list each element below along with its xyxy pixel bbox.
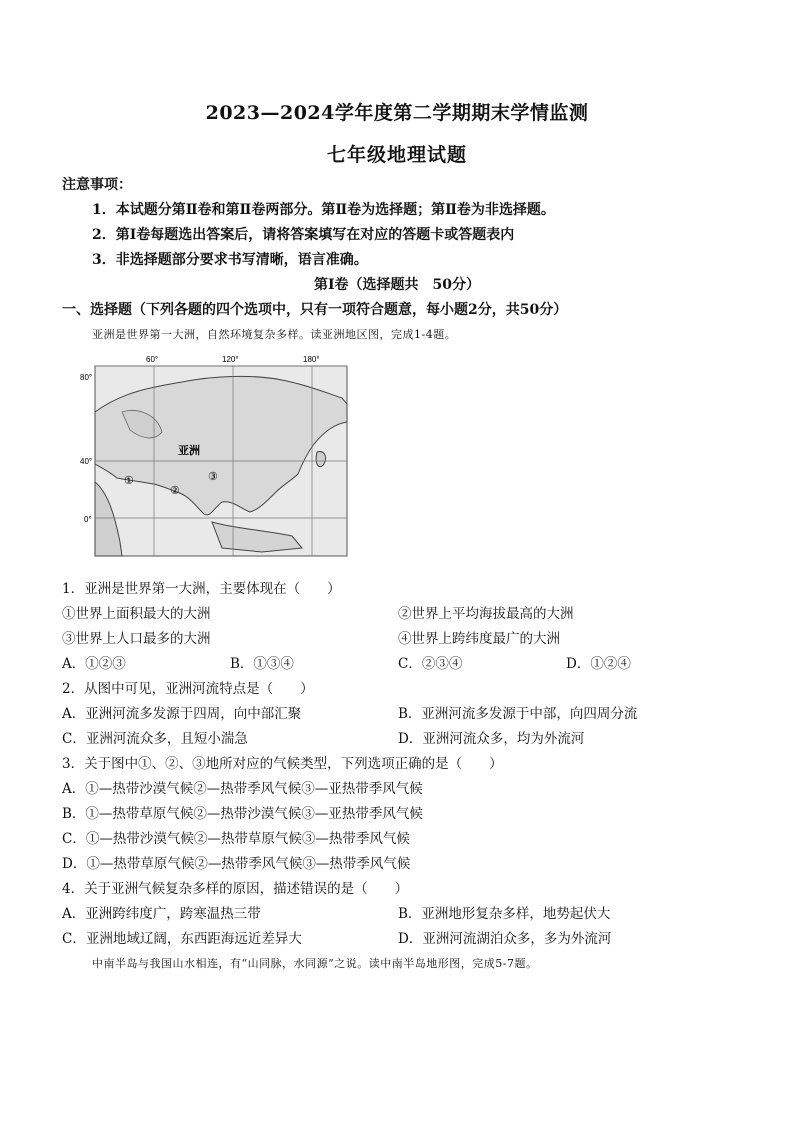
point-label: ①	[124, 474, 134, 487]
lat-label: 40°	[80, 457, 93, 466]
section-title: 第Ⅰ卷（选择题共 50分）	[313, 277, 481, 293]
option-b[interactable]: B．亚洲河流多发源于中部，向四周分流	[398, 706, 638, 722]
question-stem: 1．亚洲是世界第一大洲，主要体现在（ ）	[62, 581, 341, 597]
option-d[interactable]: D．亚洲河流众多，均为外流河	[398, 731, 585, 747]
question-stem: 2．从图中可见，亚洲河流特点是（ ）	[62, 681, 314, 697]
lat-label: 0°	[84, 515, 92, 524]
part-heading: 一、选择题（下列各题的四个选项中，只有一项符合题意，每小题2分，共50分）	[62, 302, 568, 318]
notes-heading: 注意事项：	[62, 177, 132, 193]
option-a[interactable]: A．①②③	[62, 656, 126, 672]
question-stem: 3．关于图中①、②、③地所对应的气候类型，下列选项正确的是（ ）	[62, 756, 503, 772]
point-label: ②	[170, 484, 180, 497]
exam-title: 2023—2024学年度第二学期期末学情监测	[205, 102, 589, 124]
option-d[interactable]: D．①②④	[566, 656, 631, 672]
statement: ①世界上面积最大的大洲	[62, 606, 211, 622]
statement: ④世界上跨纬度最广的大洲	[398, 631, 560, 647]
note-item: 2．第Ⅰ卷每题选出答案后，请将答案填写在对应的答题卡或答题表内	[92, 227, 515, 243]
option-b[interactable]: B．①—热带草原气候②—热带沙漠气候③—亚热带季风气候	[62, 806, 423, 822]
asia-map	[62, 352, 352, 560]
lon-label: 60°	[146, 355, 159, 364]
option-a[interactable]: A．亚洲跨纬度广，跨寒温热三带	[62, 906, 261, 922]
statement: ②世界上平均海拔最高的大洲	[398, 606, 574, 622]
region-label: 亚洲	[178, 444, 200, 457]
question-intro: 中南半岛与我国山水相连，有“山同脉，水同源”之说。读中南半岛地形图，完成5-7题。	[92, 957, 538, 970]
point-label: ③	[208, 470, 218, 483]
option-c[interactable]: C．②③④	[398, 656, 463, 672]
option-d[interactable]: D．亚洲河流湖泊众多，多为外流河	[398, 931, 612, 947]
question-stem: 4．关于亚洲气候复杂多样的原因，描述错误的是（ ）	[62, 881, 409, 897]
option-a[interactable]: A．①—热带沙漠气候②—热带季风气候③—亚热带季风气候	[62, 781, 423, 797]
exam-subtitle: 七年级地理试题	[326, 144, 467, 166]
option-c[interactable]: C．亚洲河流众多，且短小湍急	[62, 731, 248, 747]
question-intro: 亚洲是世界第一大洲，自然环境复杂多样。读亚洲地区图，完成1-4题。	[92, 328, 457, 341]
option-d[interactable]: D．①—热带草原气候②—热带季风气候③—热带季风气候	[62, 856, 411, 872]
option-a[interactable]: A．亚洲河流多发源于四周，向中部汇聚	[62, 706, 302, 722]
lat-label: 80°	[80, 373, 93, 382]
statement: ③世界上人口最多的大洲	[62, 631, 211, 647]
lon-label: 180°	[303, 355, 320, 364]
option-b[interactable]: B．①③④	[230, 656, 294, 672]
lon-label: 120°	[222, 355, 239, 364]
note-item: 3．非选择题部分要求书写清晰，语言准确。	[92, 252, 368, 268]
option-c[interactable]: C．亚洲地域辽阔，东西距海远近差异大	[62, 931, 302, 947]
note-item: 1．本试题分第Ⅱ卷和第Ⅱ卷两部分。第Ⅱ卷为选择题；第Ⅱ卷为非选择题。	[92, 202, 555, 218]
option-b[interactable]: B．亚洲地形复杂多样，地势起伏大	[398, 906, 611, 922]
option-c[interactable]: C．①—热带沙漠气候②—热带草原气候③—热带季风气候	[62, 831, 410, 847]
